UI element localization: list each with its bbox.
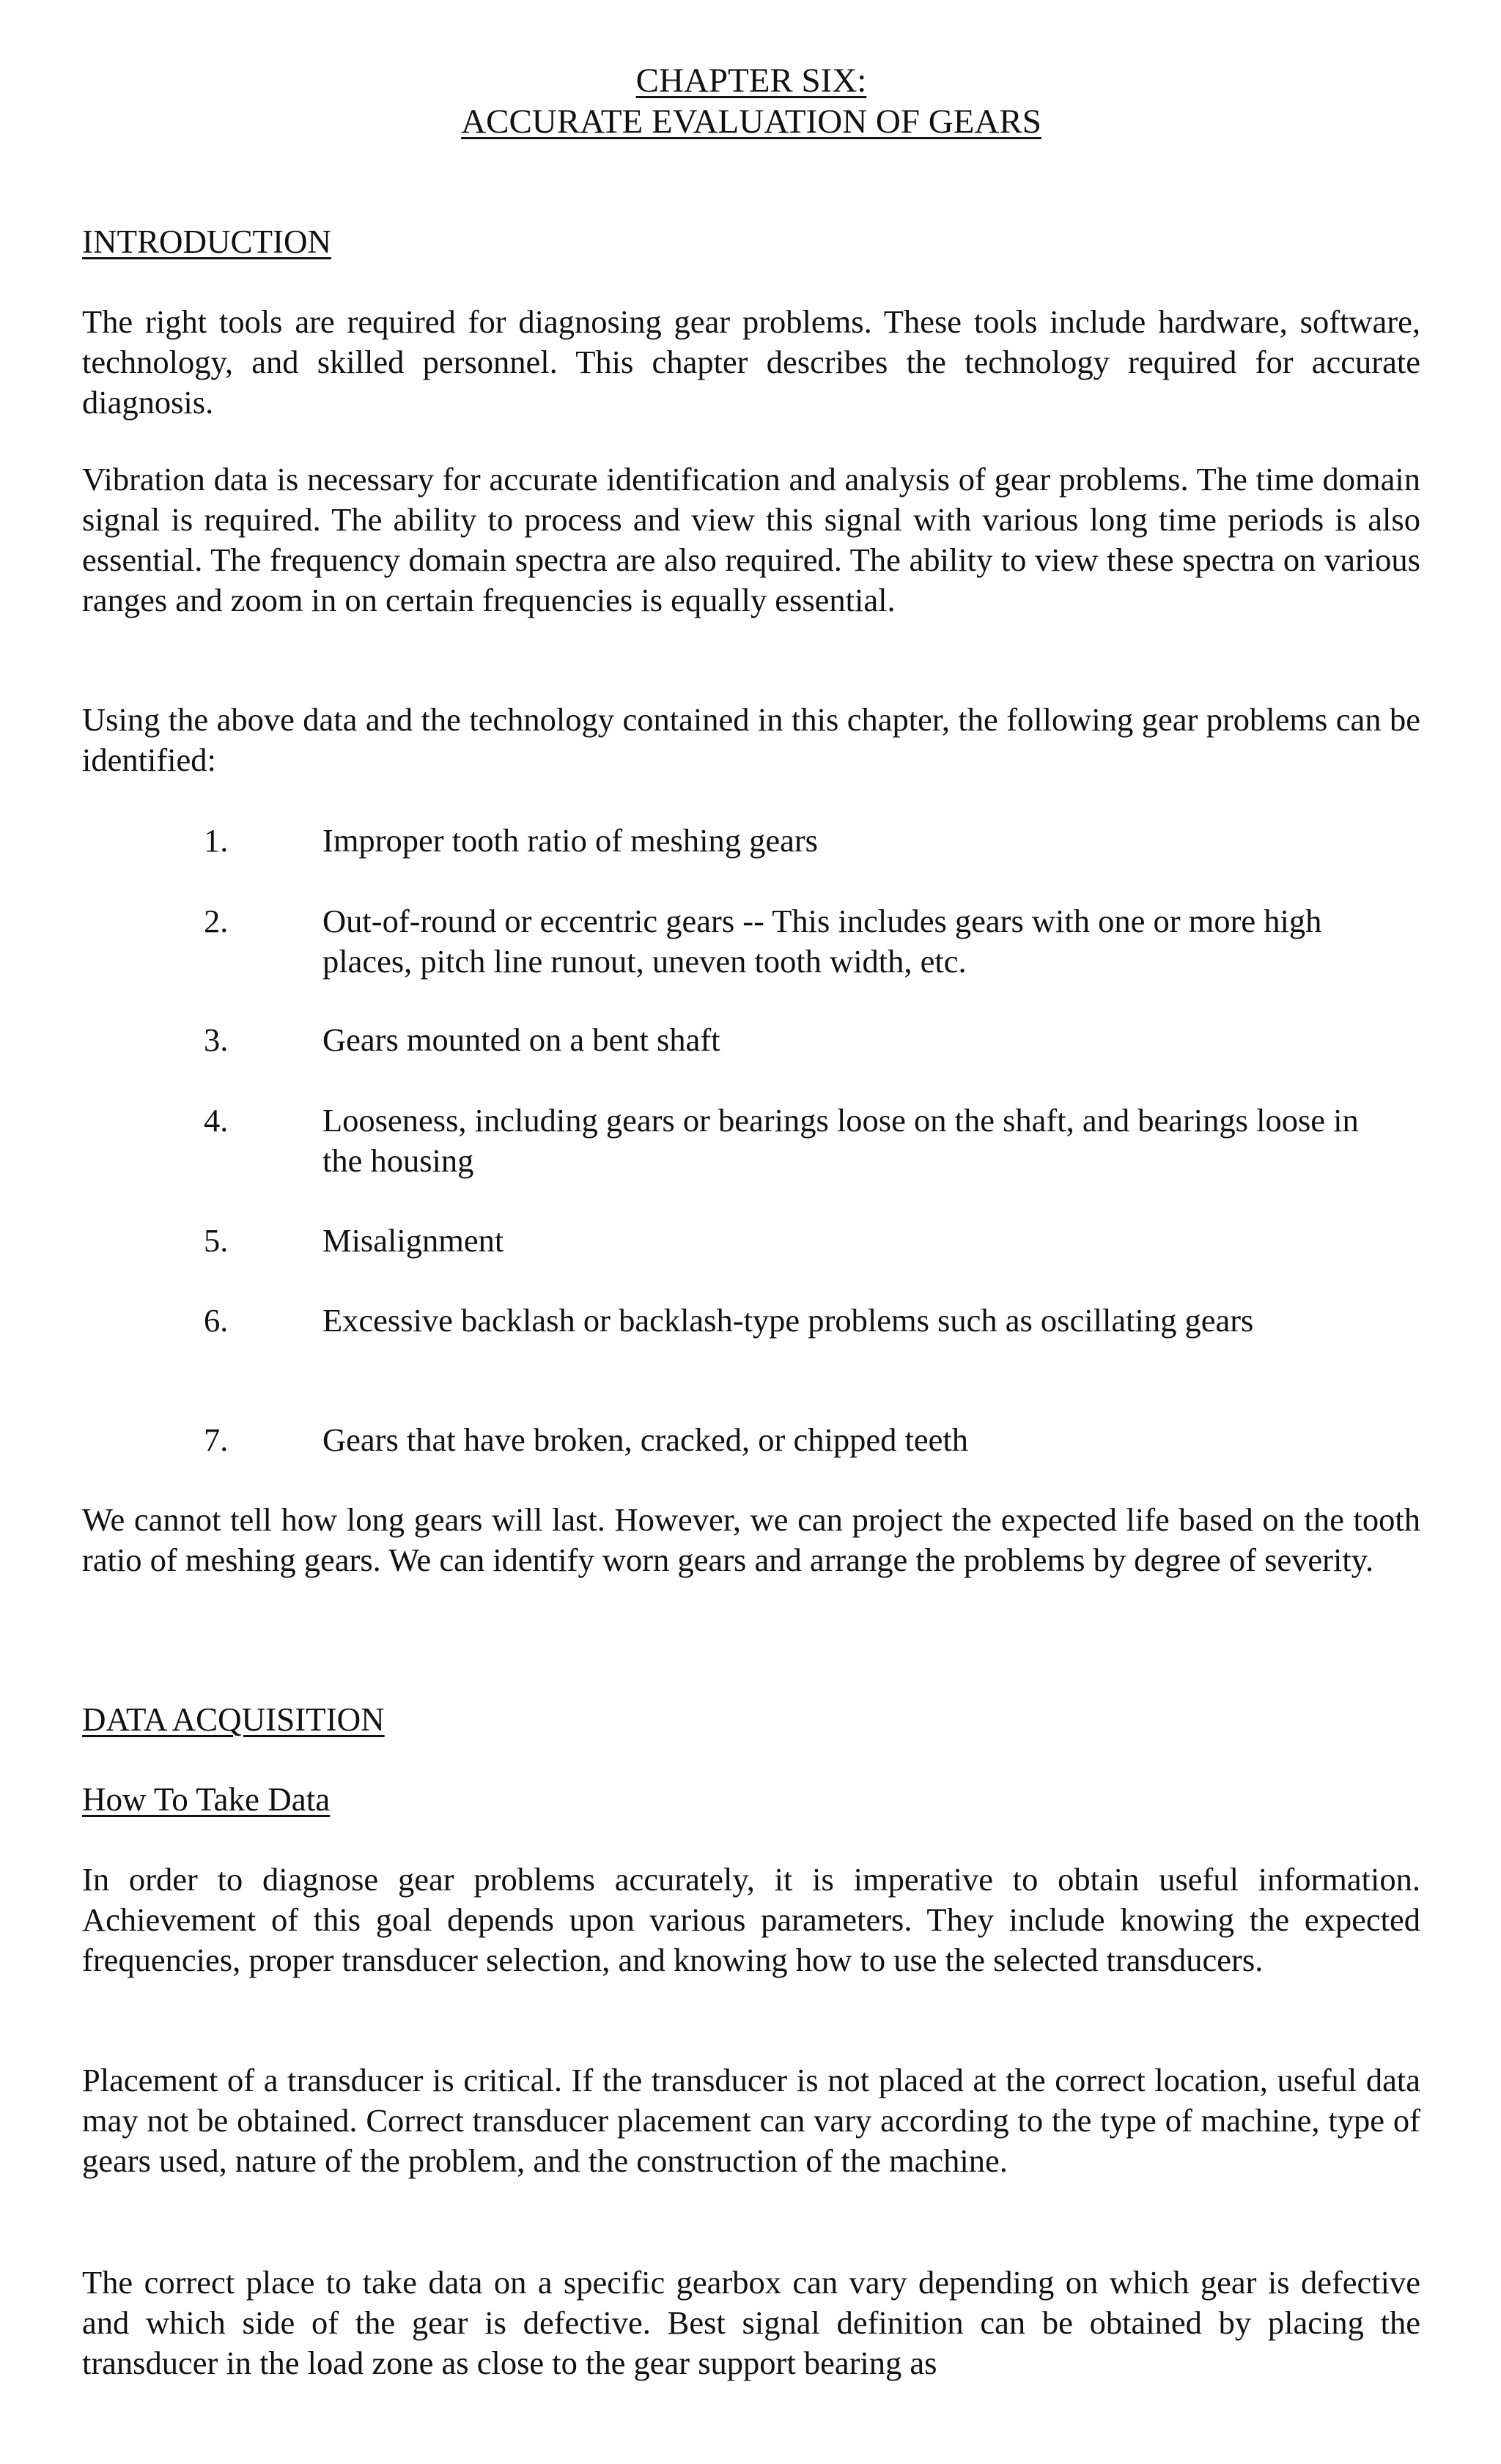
list-text: Excessive backlash or backlash-type problems such as oscillating gears <box>322 1302 1254 1339</box>
list-number: 5. <box>204 1222 229 1259</box>
section-heading-data-acquisition: DATA ACQUISITION <box>82 1701 385 1738</box>
intro-paragraph-1: The right tools are required for diagnosing gear problems. These tools include hardware, software, technology, and skilled personnel. This chapter describes the technology required for accurate diagnosis. <box>82 303 1420 421</box>
list-number: 4. <box>204 1102 229 1139</box>
list-text: Gears that have broken, cracked, or chipped teeth <box>322 1421 968 1458</box>
list-number: 3. <box>204 1021 229 1058</box>
subheading-how-to-take-data: How To Take Data <box>82 1781 331 1818</box>
chapter-subtitle: ACCURATE EVALUATION OF GEARS <box>461 103 1041 141</box>
list-text: Out-of-round or eccentric gears -- This includes gears with one or more high places, pitch line runout, uneven tooth width, etc. <box>322 903 1322 980</box>
data-acquisition-paragraph-1: In order to diagnose gear problems accurately, it is imperative to obtain useful information. Achievement of this goal depends upon various parameters. They include knowing the expected frequencies, proper transducer selection, and knowing how to use the selected transducers. <box>82 1861 1420 1978</box>
list-text: Improper tooth ratio of meshing gears <box>322 822 818 859</box>
list-text: Looseness, including gears or bearings loose on the shaft, and bearings loose in the housing <box>322 1102 1359 1179</box>
section-heading-introduction: INTRODUCTION <box>82 223 331 260</box>
list-number: 1. <box>204 822 229 859</box>
list-text: Gears mounted on a bent shaft <box>322 1021 720 1058</box>
list-number: 2. <box>204 903 229 939</box>
data-acquisition-paragraph-2: Placement of a transducer is critical. If the transducer is not placed at the correct location, useful data may not be obtained. Correct transducer placement can vary according to the type of machine, type of gears used, nature of the problem, and the construction of the machine. <box>82 2062 1420 2179</box>
list-text: Misalignment <box>322 1222 504 1259</box>
chapter-number: CHAPTER SIX: <box>635 62 867 100</box>
data-acquisition-paragraph-3: The correct place to take data on a specific gearbox can vary depending on which gear is defective and which side of the gear is defective. Best signal definition can be obtained by placing the transducer in the load zone as close to the gear support bearing as <box>82 2264 1420 2381</box>
list-number: 6. <box>204 1302 229 1339</box>
list-number: 7. <box>204 1421 229 1458</box>
chapter-title <box>82 60 1420 142</box>
intro-paragraph-2: Vibration data is necessary for accurate identification and analysis of gear problems. The time domain signal is required. The ability to process and view this signal with various long time periods is also essential. The frequency domain spectra are also required. The ability to view these spectra on various ranges and zoom in on certain frequencies is equally essential. <box>82 461 1420 618</box>
intro-closing-paragraph: We cannot tell how long gears will last. However, we can project the expected life based on the tooth ratio of meshing gears. We can identify worn gears and arrange the problems by degree of severity. <box>82 1501 1420 1578</box>
intro-paragraph-3: Using the above data and the technology contained in this chapter, the following gear problems can be identified: <box>82 701 1420 778</box>
